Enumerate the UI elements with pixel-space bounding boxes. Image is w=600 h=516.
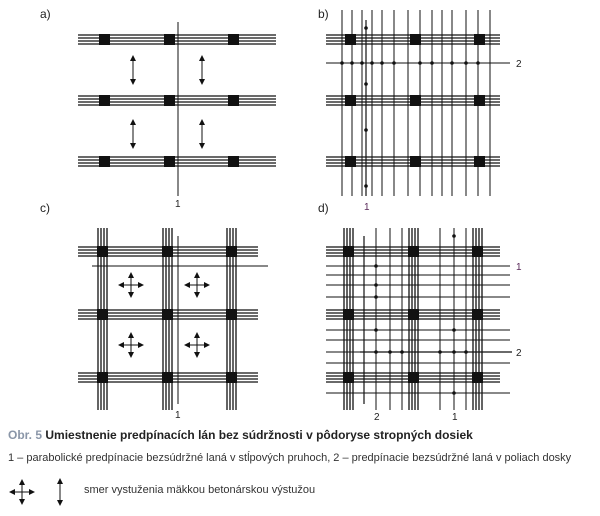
panel-c-columns bbox=[97, 246, 237, 383]
panel-c-tendon-label-1: 1 bbox=[175, 410, 181, 421]
panel-d bbox=[318, 201, 522, 423]
panel-d-tendon-label-2-right: 2 bbox=[516, 348, 522, 359]
panel-b-tendon-label-1: 1 bbox=[364, 202, 370, 213]
panel-a bbox=[40, 7, 276, 210]
panel-c bbox=[40, 201, 268, 421]
figure-title: Umiestnenie predpínacích lán bez súdržnosti v pôdoryse stropných dosiek bbox=[45, 428, 473, 442]
rebar-legend bbox=[8, 478, 598, 506]
panel-d-tendon-label-1-bottom: 1 bbox=[452, 412, 458, 423]
panel-d-tendon-label-1-right: 1 bbox=[516, 262, 522, 273]
rebar-legend-icons bbox=[8, 478, 78, 506]
rebar-legend-text: smer vystuženia mäkkou betonárskou výstužou bbox=[84, 484, 316, 496]
figure-number: Obr. 5 bbox=[8, 428, 43, 442]
four-way-arrow-icon bbox=[12, 482, 32, 502]
panel-a-columns bbox=[99, 34, 239, 167]
figure-caption bbox=[8, 427, 598, 443]
figure-legend-line: 1 – parabolické predpínacie bezsúdržné laná v stĺpových pruhoch, 2 – predpínacie bezsúdržné laná v poliach dosky bbox=[8, 452, 572, 464]
panel-c-label: c) bbox=[40, 201, 50, 215]
panel-d-tendon-label-2-bottom: 2 bbox=[374, 412, 380, 423]
panel-d-label: d) bbox=[318, 201, 329, 215]
panel-a-label: a) bbox=[40, 7, 51, 21]
panel-a-tendon-label-1: 1 bbox=[175, 199, 181, 210]
panel-b-label: b) bbox=[318, 7, 329, 21]
panel-b-tendon-label-2: 2 bbox=[516, 59, 522, 70]
panel-b bbox=[318, 7, 522, 213]
